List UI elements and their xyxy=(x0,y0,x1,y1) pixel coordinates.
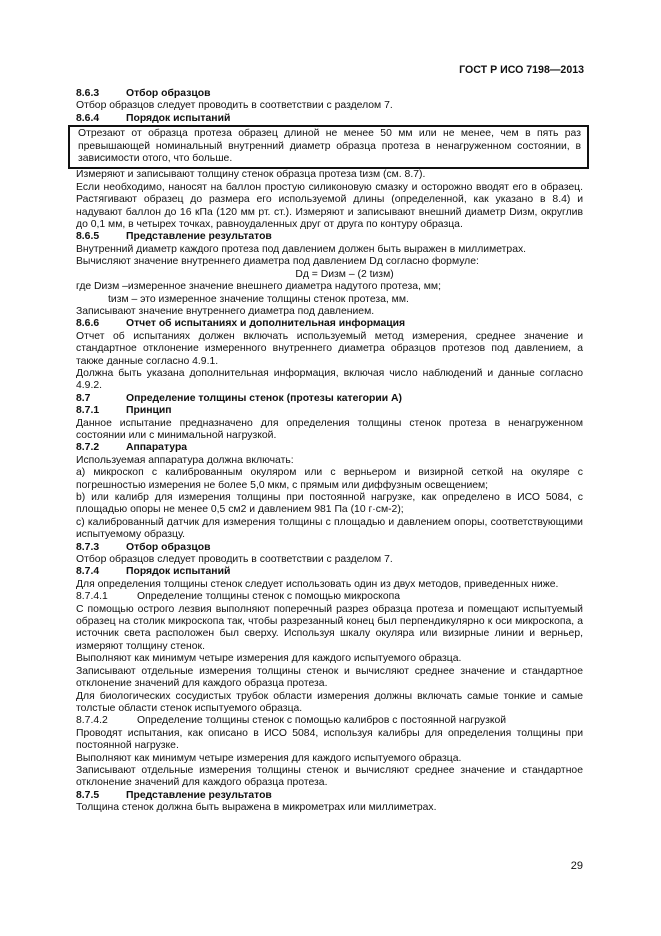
paragraph: Выполняют как минимум четыре измерения для каждого испытуемого образца. xyxy=(76,752,462,764)
list-item: с) калиброванный датчик для измерения толщины с площадью и давлением опоры, соответствующими испытуемому образцу. xyxy=(76,516,583,541)
framed-paragraph: Отрезают от образца протеза образец длиной не менее 50 мм или не менее, чем в пять раз превышающей номинальный внутренний диаметр образца протеза в ненагруженном состоянии, в зависимости отого, что больше. xyxy=(78,128,581,165)
paragraph: Отчет об испытаниях должен включать используемый метод измерения, среднее значение и стандартное отклонение измеренного внутреннего диаметра образцов протезов под давлением, а также данные согласно 4.9.1. xyxy=(76,330,583,367)
list-item: b) или калибр для измерения толщины при постоянной нагрузке, как определено в ИСО 5084, с площадью опоры не менее 0,5 см2 и давлением 981 Па (10 г·см-2); xyxy=(76,492,583,516)
paragraph: Если необходимо, наносят на баллон простую силиконовую смазку и осторожно вводят его в образец. Растягивают образец до размера его используемой длины (определенной, как указано в 8.4) и надувают баллон до 16 кПа (120 мм рт. ст.). Измеряют и записывают внешний диаметр Dизм, округлив до 0,1 мм, в четырех точках, равноудаленных друг от друга по контуру образца. xyxy=(76,181,583,231)
section-heading: 8.7.4 Порядок испытаний xyxy=(76,566,231,578)
paragraph: Выполняют как минимум четыре измерения для каждого испытуемого образца. xyxy=(76,653,462,665)
section-heading: 8.7.2 Аппаратура xyxy=(76,442,188,454)
section-heading: 8.7.3 Отбор образцов xyxy=(76,541,211,553)
paragraph: Проводят испытания, как описано в ИСО 5084, используя калибры для определения толщины при постоянной нагрузке. xyxy=(76,727,583,752)
paragraph: Записывают отдельные измерения толщины стенок и вычисляют среднее значение и стандартное отклонение значений для каждого образца протеза. xyxy=(76,665,583,690)
section-heading: 8.7.1 Принцип xyxy=(76,405,172,417)
highlighted-paragraph-frame xyxy=(68,125,589,169)
paragraph: Данное испытание предназначено для определения толщины стенок протеза в ненагруженном состоянии или с минимальной нагрузкой. xyxy=(76,417,583,441)
paragraph: Отбор образцов следует проводить в соответствии с разделом 7. xyxy=(76,554,393,566)
paragraph: Записывают значение внутреннего диаметра под давлением. xyxy=(76,305,375,317)
paragraph: Отбор образцов следует проводить в соответствии с разделом 7. xyxy=(76,100,393,112)
section-heading: 8.6.4 Порядок испытаний xyxy=(76,112,231,124)
formula-definition: где Dизм –измеренное значение внешнего диаметра надутого протеза, мм; xyxy=(76,281,441,293)
section-heading: 8.7.5 Представление результатов xyxy=(76,789,272,801)
section-heading: 8.6.5 Представление результатов xyxy=(76,231,272,243)
paragraph: Для биологических сосудистых трубок области измерения должны включать самые тонкие и самые толстые области стенок испытуемого образца. xyxy=(76,690,583,714)
paragraph: Используемая аппаратура должна включать: xyxy=(76,454,294,466)
list-item: а) микроскоп с калиброванным окуляром или с верньером и визирной сеткой на окуляре с погрешностью измерения не более 5,0 мкм, с прямым или диффузным освещением; xyxy=(76,467,583,491)
paragraph: Для определения толщины стенок следует использовать один из двух методов, приведенных ниже. xyxy=(76,578,559,590)
paragraph: Толщина стенок должна быть выражена в микрометрах или миллиметрах. xyxy=(76,802,437,814)
paragraph: Внутренний диаметр каждого протеза под давлением должен быть выражен в миллиметрах. xyxy=(76,243,527,255)
paragraph: Должна быть указана дополнительная информация, включая число наблюдений и данные согласно 4.9.2. xyxy=(76,367,583,392)
subsection-heading: 8.7.4.1 Определение толщины стенок с помощью микроскопа xyxy=(76,591,400,603)
formula-definition: tизм – это измеренное значение толщины стенок протеза, мм. xyxy=(108,293,409,305)
paragraph: Измеряют и записывают толщину стенок образца протеза tизм (см. 8.7). xyxy=(76,169,426,181)
paragraph: С помощью острого лезвия выполняют поперечный разрез образца протеза и помещают испытуемый образец на столик микроскопа так, чтобы разрезанный конец был перпендикулярно к оси микроскопа, а источник света расположен был сверху. Используя шкалу окуляра или визирные линии и верньер, измеряют толщину стенок. xyxy=(76,603,583,652)
section-heading: 8.6.3 Отбор образцов xyxy=(76,88,211,99)
section-heading: 8.7 Определение толщины стенок (протезы категории A) xyxy=(76,392,402,404)
document-header: ГОСТ Р ИСО 7198—2013 xyxy=(459,64,584,76)
section-heading: 8.6.6 Отчет об испытаниях и дополнительная информация xyxy=(76,318,406,330)
paragraph: Вычисляют значение внутреннего диаметра под давлением Dд согласно формуле: xyxy=(76,256,479,268)
page-number: 29 xyxy=(570,860,583,872)
subsection-heading: 8.7.4.2 Определение толщины стенок с помощью калибров с постоянной нагрузкой xyxy=(76,715,507,727)
page-body xyxy=(76,88,583,815)
formula: Dд = Dизм – (2 tизм) xyxy=(295,268,394,280)
paragraph: Записывают отдельные измерения толщины стенок и вычисляют среднее значение и стандартное отклонение значений для каждого образца протеза. xyxy=(76,764,583,789)
